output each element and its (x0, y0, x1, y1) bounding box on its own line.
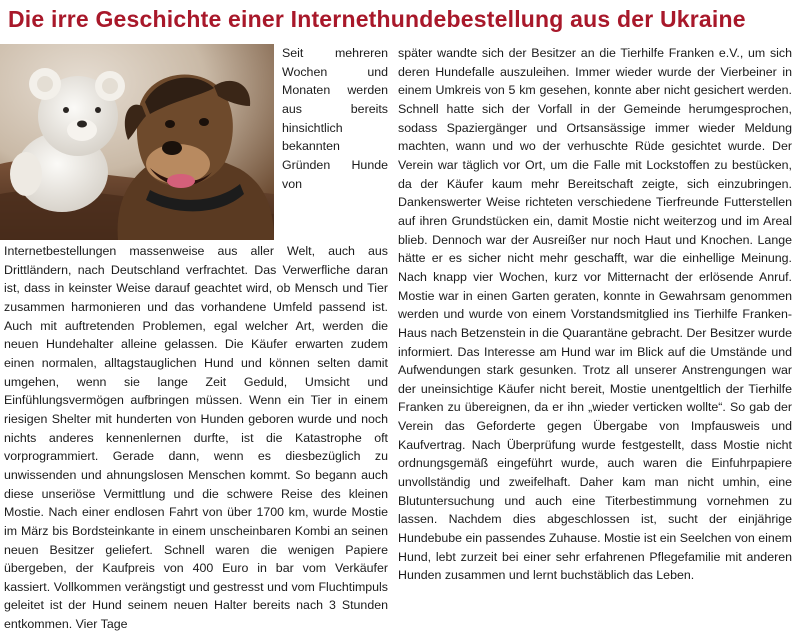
article-text-left: Seit mehreren Wochen und Monaten werden aus bereits hinsichtlich bekannten Gründen Hunde von Internetbestellungen massenweise aus aller Welt, auch aus Drittländern, nach Deutschland verfrachtet. Das Verwerfliche daran ist, dass in keinster Weise darauf geachtet wird, ob Mensch und Tier zusammen harmonieren und das vorhandene Umfeld passend ist. Auch mit auftretenden Problemen, egal welcher Art, werden die neuen Hundehalter alleine gelassen. Die Käufer erwarten zudem einen normalen, alltagstauglichen Hund und können selten damit umgehen, wenn sie lange Zeit Geduld, Umsicht und Einfühlungsvermögen aufbringen müssen. Wenn ein Tier in einem riesigen Shelter mit hunderten von Hunden geboren wurde und noch nichts anderes kennenlernen durfte, ist die Katastrophe oft vorprogrammiert. Gerade dann, wenn es diesbezüglich zu unwissenden und ahnungslosen Menschen kommt. So begann auch diese unseriöse Vermittlung und die schwere Reise des kleinen Mostie. Nach einer endlosen Fahrt von über 1700 km, wurde Mostie im März bis Bordsteinkante in einem unscheinbaren Kombi an seinen neuen Besitzer geliefert. Schnell waren die wenigen Papiere übergeben, der Kaufpreis von 400 Euro in bar vom Verkäufer kassiert. Vollkommen verängstigt und gestresst und vom Fluchtimpuls geleitet ist der Hund seinem neuen Halter bereits nach 3 Stunden entkommen. Vier Tage (4, 46, 388, 632)
article-column-right (398, 44, 792, 585)
article-headline: Die irre Geschichte einer Internethundebestellung aus der Ukraine (8, 6, 746, 32)
dog-with-teddy-bear-photo (0, 44, 274, 240)
article-text-right: später wandte sich der Besitzer an die Tierhilfe Franken e.V., um sich deren Hundefalle auszuleihen. Immer wieder wurde der Vierbeiner in einem Umkreis von 5 km gesehen, konnte aber nicht gesichert werden. Schnell hatte sich der Vorfall in der Gemeinde herumgesprochen, sodass Spaziergänger und Ortsansässige immer wieder Meldung machten, wann und wo der verhuschte Rüde gesichtet wurde. Der Verein war täglich vor Ort, um die Falle mit Lockstoffen zu bestücken, da der Käufer kaum mehr Bereitschaft zeigte, sich einzubringen. Dankenswerter Weise richteten verschiedene Tierfreunde Futterstellen auf ihren Grundstücken ein, damit Mostie nicht weiterzog und im Areal blieb. Dennoch war der Ausreißer nur noch Haut und Knochen. Lange hätte er es sicher nicht mehr geschafft, war die einhellige Meinung. Nach knapp vier Wochen, kurz vor Mitternacht der erlösende Anruf. Mostie war in einen Garten geraten, konnte in Gewahrsam genommen werden und wurde von einem Vorstandsmitglied ins Tierhilfe Franken-Haus nach Betzenstein in die Quarantäne gebracht. Der Besitzer wurde informiert. Das Interesse am Hund war im Blick auf die Umstände und Aufwendungen stark gesunken. Trotz all unserer Anstrengungen war der uneinsichtige Käufer nicht bereit, Mostie unentgeltlich der Tierhilfe Franken zu übereignen, da er ihn „wieder verticken wollte“. So gab der Verein das Geforderte gegen Übergabe von Impfausweis und Kaufvertrag. Nach Überprüfung wurde festgestellt, dass Mostie nicht ordnungsgemäß eingeführt wurde, auch waren die Einfuhrpapiere unvollständig und zweifelhaft. Daher kam man nicht umhin, eine Blutuntersuchung und auch eine Titerbestimmung vornehmen zu lassen. Nachdem dies abgeschlossen ist, sucht der einjährige Hundebube ein passendes Zuhause. Mostie ist ein Seelchen von einem Hund, lebt zurzeit bei einer sehr erfahrenen Pflegefamilie mit anderen Hunden zusammen und lernt buchstäblich das Leben. (398, 46, 793, 583)
article-column-left (4, 44, 388, 634)
